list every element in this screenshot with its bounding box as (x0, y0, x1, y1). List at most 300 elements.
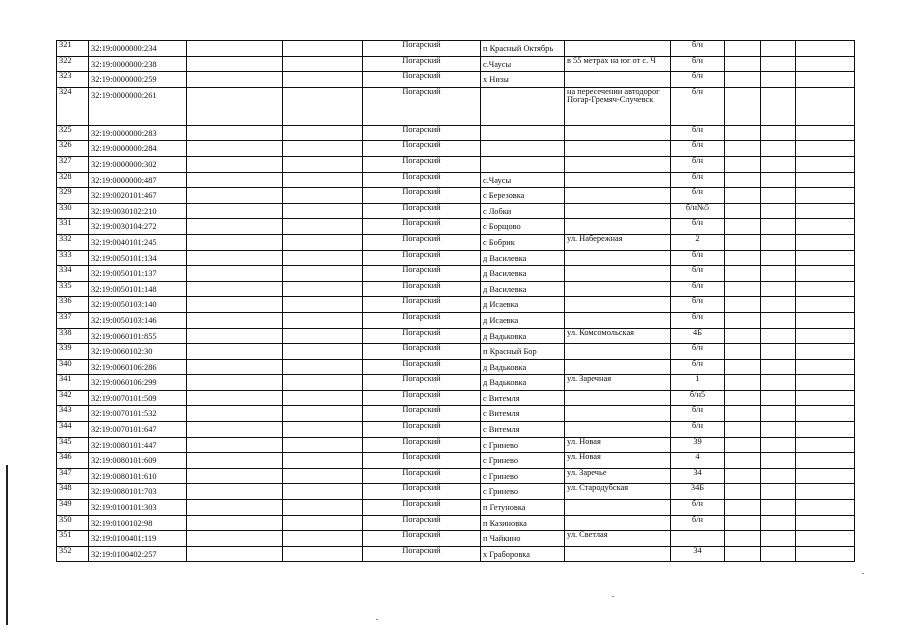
table-row (57, 453, 855, 469)
empty-cell (761, 546, 796, 562)
locality-cell: с.Чаусы (481, 172, 565, 188)
empty-cell (796, 266, 855, 282)
locality-cell (481, 125, 565, 141)
empty-cell (761, 250, 796, 266)
empty-cell (761, 531, 796, 547)
empty-cell (725, 500, 761, 516)
scan-speck (376, 619, 378, 620)
empty-cell (725, 484, 761, 500)
empty-cell (187, 203, 283, 219)
house-cell: 39 (671, 437, 725, 453)
district-cell: Погарский (363, 344, 481, 360)
empty-cell (761, 312, 796, 328)
empty-cell (283, 344, 363, 360)
empty-cell (283, 297, 363, 313)
empty-cell (283, 453, 363, 469)
cadastral-number: 32:19:0080101:610 (89, 468, 187, 484)
empty-cell (761, 188, 796, 204)
cadastral-number: 32:19:0000000:259 (89, 72, 187, 88)
table-row (57, 312, 855, 328)
empty-cell (283, 156, 363, 172)
empty-cell (283, 219, 363, 235)
street-cell: ул. Светлая (565, 531, 671, 547)
locality-cell: д Василевка (481, 266, 565, 282)
table-row (57, 500, 855, 516)
district-cell: Погарский (363, 500, 481, 516)
row-number: 333 (57, 250, 89, 266)
empty-cell (761, 406, 796, 422)
empty-cell (187, 453, 283, 469)
district-cell: Погарский (363, 359, 481, 375)
cadastral-number: 32:19:0000000:487 (89, 172, 187, 188)
row-number: 344 (57, 422, 89, 438)
table-row (57, 468, 855, 484)
empty-cell (187, 328, 283, 344)
empty-cell (761, 72, 796, 88)
empty-cell (725, 375, 761, 391)
row-number: 324 (57, 87, 89, 125)
district-cell: Погарский (363, 188, 481, 204)
table-row (57, 41, 855, 57)
empty-cell (796, 437, 855, 453)
house-cell: б/н (671, 500, 725, 516)
empty-cell (796, 203, 855, 219)
empty-cell (796, 344, 855, 360)
empty-cell (761, 203, 796, 219)
cadastral-number: 32:19:0050101:137 (89, 266, 187, 282)
locality-cell: д Исаевка (481, 297, 565, 313)
district-cell: Погарский (363, 250, 481, 266)
cadastral-number: 32:19:0100102:98 (89, 515, 187, 531)
empty-cell (725, 250, 761, 266)
street-cell: ул. Заречье (565, 468, 671, 484)
house-cell: б/н (671, 56, 725, 72)
empty-cell (796, 422, 855, 438)
house-cell: б/н (671, 359, 725, 375)
house-cell: б/н (671, 281, 725, 297)
empty-cell (283, 72, 363, 88)
empty-cell (796, 484, 855, 500)
house-cell: 34Б (671, 484, 725, 500)
empty-cell (796, 390, 855, 406)
street-cell (565, 297, 671, 313)
locality-cell: с Гринево (481, 437, 565, 453)
empty-cell (796, 172, 855, 188)
empty-cell (725, 531, 761, 547)
empty-cell (725, 188, 761, 204)
district-cell: Погарский (363, 234, 481, 250)
empty-cell (725, 328, 761, 344)
district-cell: Погарский (363, 468, 481, 484)
empty-cell (796, 359, 855, 375)
empty-cell (725, 266, 761, 282)
empty-cell (796, 515, 855, 531)
table-row (57, 375, 855, 391)
district-cell: Погарский (363, 219, 481, 235)
house-cell: б/н (671, 172, 725, 188)
street-cell: ул. Новая (565, 437, 671, 453)
cadastral-number: 32:19:0100101:303 (89, 500, 187, 516)
street-cell (565, 281, 671, 297)
cadastral-number: 32:19:0080101:447 (89, 437, 187, 453)
locality-cell: д Вадьковка (481, 328, 565, 344)
empty-cell (187, 125, 283, 141)
locality-cell: с Бобрик (481, 234, 565, 250)
empty-cell (283, 141, 363, 157)
district-cell: Погарский (363, 87, 481, 125)
empty-cell (796, 125, 855, 141)
empty-cell (187, 188, 283, 204)
table-row (57, 359, 855, 375)
scan-speck (612, 596, 614, 597)
empty-cell (283, 359, 363, 375)
table-row (57, 125, 855, 141)
empty-cell (187, 515, 283, 531)
table-row (57, 328, 855, 344)
empty-cell (796, 453, 855, 469)
house-cell: б/н (671, 156, 725, 172)
row-number: 330 (57, 203, 89, 219)
street-cell (565, 203, 671, 219)
locality-cell: с Лобки (481, 203, 565, 219)
empty-cell (725, 172, 761, 188)
empty-cell (725, 156, 761, 172)
empty-cell (283, 515, 363, 531)
house-cell: б/н (671, 422, 725, 438)
street-cell (565, 359, 671, 375)
empty-cell (725, 468, 761, 484)
empty-cell (796, 219, 855, 235)
locality-cell (481, 156, 565, 172)
empty-cell (725, 87, 761, 125)
district-cell: Погарский (363, 125, 481, 141)
cadastral-number: 32:19:0000000:302 (89, 156, 187, 172)
row-number: 348 (57, 484, 89, 500)
empty-cell (796, 281, 855, 297)
row-number: 335 (57, 281, 89, 297)
street-cell (565, 546, 671, 562)
house-cell: 4 (671, 453, 725, 469)
row-number: 329 (57, 188, 89, 204)
locality-cell: д Василевка (481, 250, 565, 266)
district-cell: Погарский (363, 141, 481, 157)
empty-cell (187, 359, 283, 375)
street-cell (565, 250, 671, 266)
empty-cell (725, 297, 761, 313)
table-row (57, 484, 855, 500)
house-cell: б/н (671, 219, 725, 235)
row-number: 349 (57, 500, 89, 516)
empty-cell (796, 531, 855, 547)
empty-cell (796, 87, 855, 125)
house-cell: б/н (671, 515, 725, 531)
empty-cell (187, 531, 283, 547)
empty-cell (761, 390, 796, 406)
house-cell: б/н (671, 141, 725, 157)
row-number: 338 (57, 328, 89, 344)
street-cell (565, 422, 671, 438)
house-cell: б/н (671, 297, 725, 313)
empty-cell (187, 250, 283, 266)
empty-cell (725, 203, 761, 219)
locality-cell: с Витемля (481, 422, 565, 438)
house-cell: б/н (671, 312, 725, 328)
table-row (57, 156, 855, 172)
cadastral-number: 32:19:0100402:257 (89, 546, 187, 562)
empty-cell (283, 390, 363, 406)
empty-cell (761, 297, 796, 313)
empty-cell (283, 437, 363, 453)
row-number: 334 (57, 266, 89, 282)
empty-cell (725, 234, 761, 250)
district-cell: Погарский (363, 328, 481, 344)
row-number: 331 (57, 219, 89, 235)
district-cell: Погарский (363, 422, 481, 438)
empty-cell (761, 266, 796, 282)
district-cell: Погарский (363, 312, 481, 328)
empty-cell (761, 172, 796, 188)
cadastral-number: 32:19:0080101:609 (89, 453, 187, 469)
locality-cell (481, 141, 565, 157)
table-row (57, 422, 855, 438)
table-row (57, 515, 855, 531)
house-cell: 34 (671, 546, 725, 562)
table-row (57, 203, 855, 219)
empty-cell (187, 484, 283, 500)
table-row (57, 531, 855, 547)
empty-cell (187, 234, 283, 250)
empty-cell (761, 328, 796, 344)
empty-cell (283, 375, 363, 391)
street-cell (565, 500, 671, 516)
empty-cell (796, 546, 855, 562)
locality-cell: п Красный Бор (481, 344, 565, 360)
empty-cell (283, 188, 363, 204)
empty-cell (761, 453, 796, 469)
street-cell (565, 406, 671, 422)
house-cell: б/н5 (671, 390, 725, 406)
table-row (57, 406, 855, 422)
empty-cell (725, 141, 761, 157)
street-cell: ул. Набережная (565, 234, 671, 250)
empty-cell (725, 390, 761, 406)
cadastral-number: 32:19:0000000:238 (89, 56, 187, 72)
empty-cell (796, 188, 855, 204)
empty-cell (187, 344, 283, 360)
locality-cell: п Чайкино (481, 531, 565, 547)
district-cell: Погарский (363, 515, 481, 531)
street-cell: ул. Комсомольская (565, 328, 671, 344)
empty-cell (283, 41, 363, 57)
empty-cell (725, 281, 761, 297)
empty-cell (283, 500, 363, 516)
table-body (57, 41, 855, 562)
empty-cell (187, 390, 283, 406)
row-number: 321 (57, 41, 89, 57)
house-cell: 4Б (671, 328, 725, 344)
empty-cell (761, 41, 796, 57)
table-row (57, 72, 855, 88)
empty-cell (725, 56, 761, 72)
empty-cell (725, 344, 761, 360)
empty-cell (761, 422, 796, 438)
district-cell: Погарский (363, 72, 481, 88)
empty-cell (725, 72, 761, 88)
district-cell: Погарский (363, 281, 481, 297)
house-cell: б/н (671, 250, 725, 266)
locality-cell: с Гринево (481, 453, 565, 469)
empty-cell (796, 500, 855, 516)
empty-cell (761, 281, 796, 297)
empty-cell (796, 312, 855, 328)
row-number: 325 (57, 125, 89, 141)
street-cell (565, 172, 671, 188)
cadastral-number: 32:19:0000000:234 (89, 41, 187, 57)
street-cell (565, 156, 671, 172)
table-row (57, 188, 855, 204)
empty-cell (283, 546, 363, 562)
district-cell: Погарский (363, 546, 481, 562)
street-cell (565, 141, 671, 157)
row-number: 323 (57, 72, 89, 88)
house-cell: б/н (671, 41, 725, 57)
locality-cell: с.Чаусы (481, 56, 565, 72)
house-cell: б/н (671, 72, 725, 88)
table-row (57, 250, 855, 266)
district-cell: Погарский (363, 156, 481, 172)
house-cell: 34 (671, 468, 725, 484)
locality-cell: с Борщово (481, 219, 565, 235)
cadastral-number: 32:19:0100401:119 (89, 531, 187, 547)
empty-cell (725, 437, 761, 453)
empty-cell (761, 437, 796, 453)
district-cell: Погарский (363, 266, 481, 282)
row-number: 336 (57, 297, 89, 313)
empty-cell (725, 219, 761, 235)
empty-cell (187, 72, 283, 88)
empty-cell (796, 250, 855, 266)
district-cell: Погарский (363, 531, 481, 547)
empty-cell (283, 234, 363, 250)
row-number: 343 (57, 406, 89, 422)
row-number: 345 (57, 437, 89, 453)
street-cell: ул. Новая (565, 453, 671, 469)
district-cell: Погарский (363, 484, 481, 500)
locality-cell: х Граборовка (481, 546, 565, 562)
locality-cell: п Гетуновка (481, 500, 565, 516)
empty-cell (796, 297, 855, 313)
district-cell: Погарский (363, 375, 481, 391)
property-register-table (56, 40, 855, 562)
row-number: 340 (57, 359, 89, 375)
table-row (57, 56, 855, 72)
empty-cell (187, 56, 283, 72)
empty-cell (187, 422, 283, 438)
cadastral-number: 32:19:0050103:146 (89, 312, 187, 328)
house-cell: б/н (671, 406, 725, 422)
row-number: 351 (57, 531, 89, 547)
table-row (57, 234, 855, 250)
empty-cell (187, 437, 283, 453)
street-cell: ул. Заречная (565, 375, 671, 391)
empty-cell (283, 531, 363, 547)
empty-cell (761, 484, 796, 500)
street-cell (565, 390, 671, 406)
empty-cell (283, 281, 363, 297)
empty-cell (725, 41, 761, 57)
locality-cell: с Гринево (481, 468, 565, 484)
empty-cell (761, 56, 796, 72)
empty-cell (761, 344, 796, 360)
empty-cell (283, 406, 363, 422)
empty-cell (283, 203, 363, 219)
locality-cell: п Красный Октябрь (481, 41, 565, 57)
empty-cell (283, 468, 363, 484)
empty-cell (187, 546, 283, 562)
cadastral-number: 32:19:0080101:703 (89, 484, 187, 500)
district-cell: Погарский (363, 453, 481, 469)
empty-cell (187, 141, 283, 157)
locality-cell: х Низы (481, 72, 565, 88)
empty-cell (725, 406, 761, 422)
table-row (57, 87, 855, 125)
cadastral-number: 32:19:0070101:647 (89, 422, 187, 438)
empty-cell (761, 468, 796, 484)
cadastral-number: 32:19:0060102:30 (89, 344, 187, 360)
empty-cell (283, 328, 363, 344)
empty-cell (761, 359, 796, 375)
street-cell (565, 344, 671, 360)
empty-cell (796, 156, 855, 172)
locality-cell: д Исаевка (481, 312, 565, 328)
locality-cell: д Вадьковка (481, 375, 565, 391)
street-cell (565, 312, 671, 328)
street-cell (565, 266, 671, 282)
district-cell: Погарский (363, 172, 481, 188)
cadastral-number: 32:19:0020101:467 (89, 188, 187, 204)
house-cell: б/н (671, 87, 725, 125)
empty-cell (187, 41, 283, 57)
table-row (57, 390, 855, 406)
empty-cell (796, 56, 855, 72)
locality-cell: п Казиновка (481, 515, 565, 531)
street-cell: на пересечении автодорог Погар-Гремяч-Случевск (565, 87, 671, 125)
house-cell: б/н№5 (671, 203, 725, 219)
locality-cell: с Гринево (481, 484, 565, 500)
district-cell: Погарский (363, 297, 481, 313)
locality-cell: д Василевка (481, 281, 565, 297)
empty-cell (761, 156, 796, 172)
cadastral-number: 32:19:0050103:140 (89, 297, 187, 313)
district-cell: Погарский (363, 41, 481, 57)
empty-cell (725, 453, 761, 469)
street-cell (565, 515, 671, 531)
scan-speck (862, 573, 864, 574)
cadastral-number: 32:19:0000000:261 (89, 87, 187, 125)
row-number: 347 (57, 468, 89, 484)
empty-cell (283, 266, 363, 282)
locality-cell: с Витемля (481, 390, 565, 406)
cadastral-number: 32:19:0050101:134 (89, 250, 187, 266)
empty-cell (761, 234, 796, 250)
row-number: 342 (57, 390, 89, 406)
row-number: 352 (57, 546, 89, 562)
house-cell: б/н (671, 266, 725, 282)
table-row (57, 172, 855, 188)
empty-cell (796, 141, 855, 157)
house-cell: б/н (671, 125, 725, 141)
cadastral-number: 32:19:0030104:272 (89, 219, 187, 235)
